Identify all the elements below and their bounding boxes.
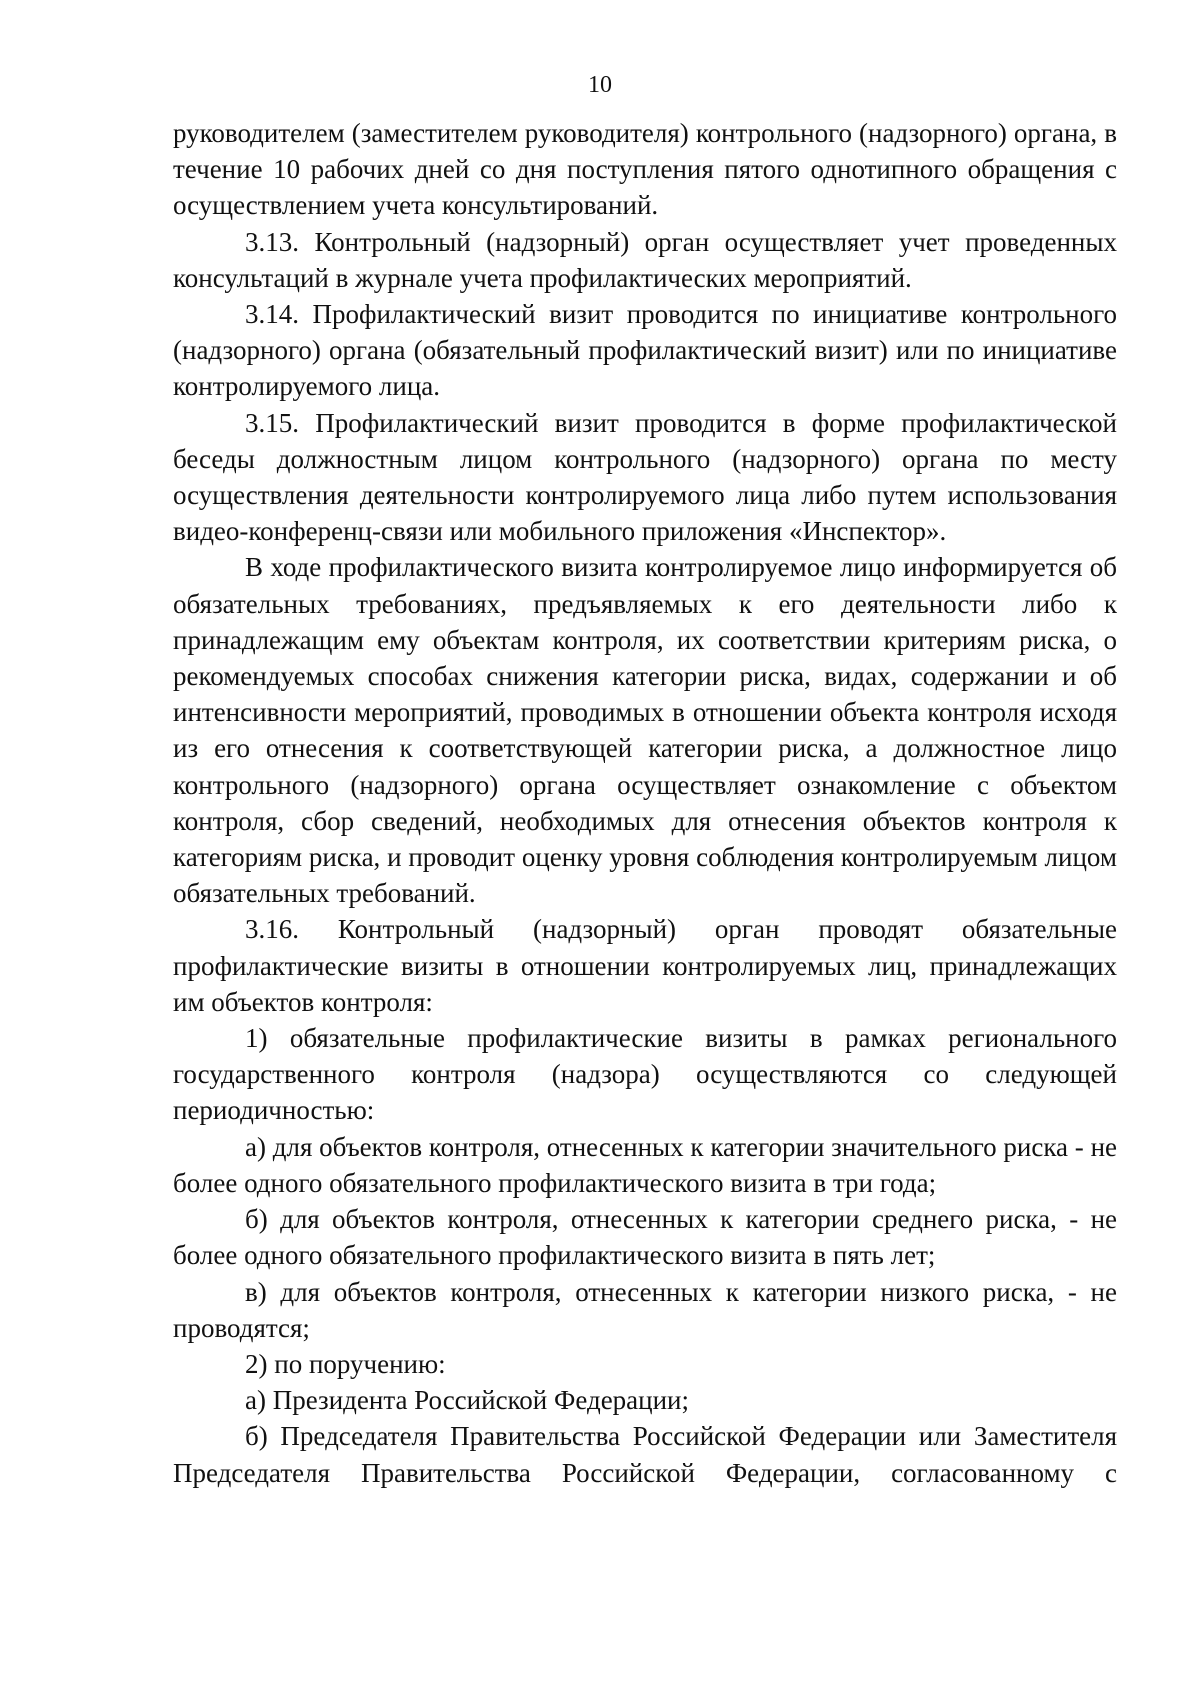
- paragraph-visit-content: В ходе профилактического визита контролируемое лицо информируется об обязательных требованиях, предъявляемых к его деятельности либо к принадлежащим ему объектам контроля, их соответствии критериям риска, о рекомендуемых способах снижения категории риска, видах, содержании и об интенсивности мероприятий, проводимых в отношении объекта контроля исходя из его отнесения к соответствующей категории риска, а должностное лицо контрольного (надзорного) органа осуществляет ознакомление с объектом контроля, сбор сведений, необходимых для отнесения объектов контроля к категориям риска, и проводит оценку уровня соблюдения контролируемым лицом обязательных требований.: [173, 552, 1117, 909]
- paragraph-3-14: 3.14. Профилактический визит проводится по инициативе контрольного (надзорного) органа (обязательный профилактический визит) или по инициативе контролируемого лица.: [173, 299, 1117, 402]
- document-body: [173, 115, 1117, 1491]
- list-item-2: 2) по поручению:: [245, 1348, 446, 1379]
- paragraph-continuation: руководителем (заместителем руководителя) контрольного (надзорного) органа, в течение 10 рабочих дней со дня поступления пятого однотипного обращения с осуществлением учета консультирований.: [173, 118, 1117, 221]
- list-item-1c: в) для объектов контроля, отнесенных к категории низкого риска, - не проводятся;: [173, 1276, 1117, 1343]
- list-item-1b: б) для объектов контроля, отнесенных к категории среднего риска, - не более одного обязательного профилактического визита в пять лет;: [173, 1204, 1117, 1271]
- paragraph-3-16: 3.16. Контрольный (надзорный) орган проводят обязательные профилактические визиты в отношении контролируемых лиц, принадлежащих им объектов контроля:: [173, 914, 1117, 1017]
- paragraph-3-13: 3.13. Контрольный (надзорный) орган осуществляет учет проведенных консультаций в журнале учета профилактических мероприятий.: [173, 226, 1117, 293]
- list-item-2a: а) Президента Российской Федерации;: [245, 1385, 690, 1416]
- paragraph-3-15: 3.15. Профилактический визит проводится в форме профилактической беседы должностным лицом контрольного (надзорного) органа по месту осуществления деятельности контролируемого лица либо путем использования видео-конференц-связи или мобильного приложения «Инспектор».: [173, 407, 1117, 547]
- list-item-1: 1) обязательные профилактические визиты в рамках регионального государственного контроля (надзора) осуществляются со следующей периодичностью:: [173, 1023, 1117, 1126]
- page-number: 10: [588, 72, 612, 98]
- list-item-2b: б) Председателя Правительства Российской Федерации или Заместителя Председателя Правительства Российской Федерации, согласованному с: [173, 1421, 1117, 1488]
- list-item-1a: а) для объектов контроля, отнесенных к категории значительного риска - не более одного обязательного профилактического визита в три года;: [173, 1131, 1117, 1198]
